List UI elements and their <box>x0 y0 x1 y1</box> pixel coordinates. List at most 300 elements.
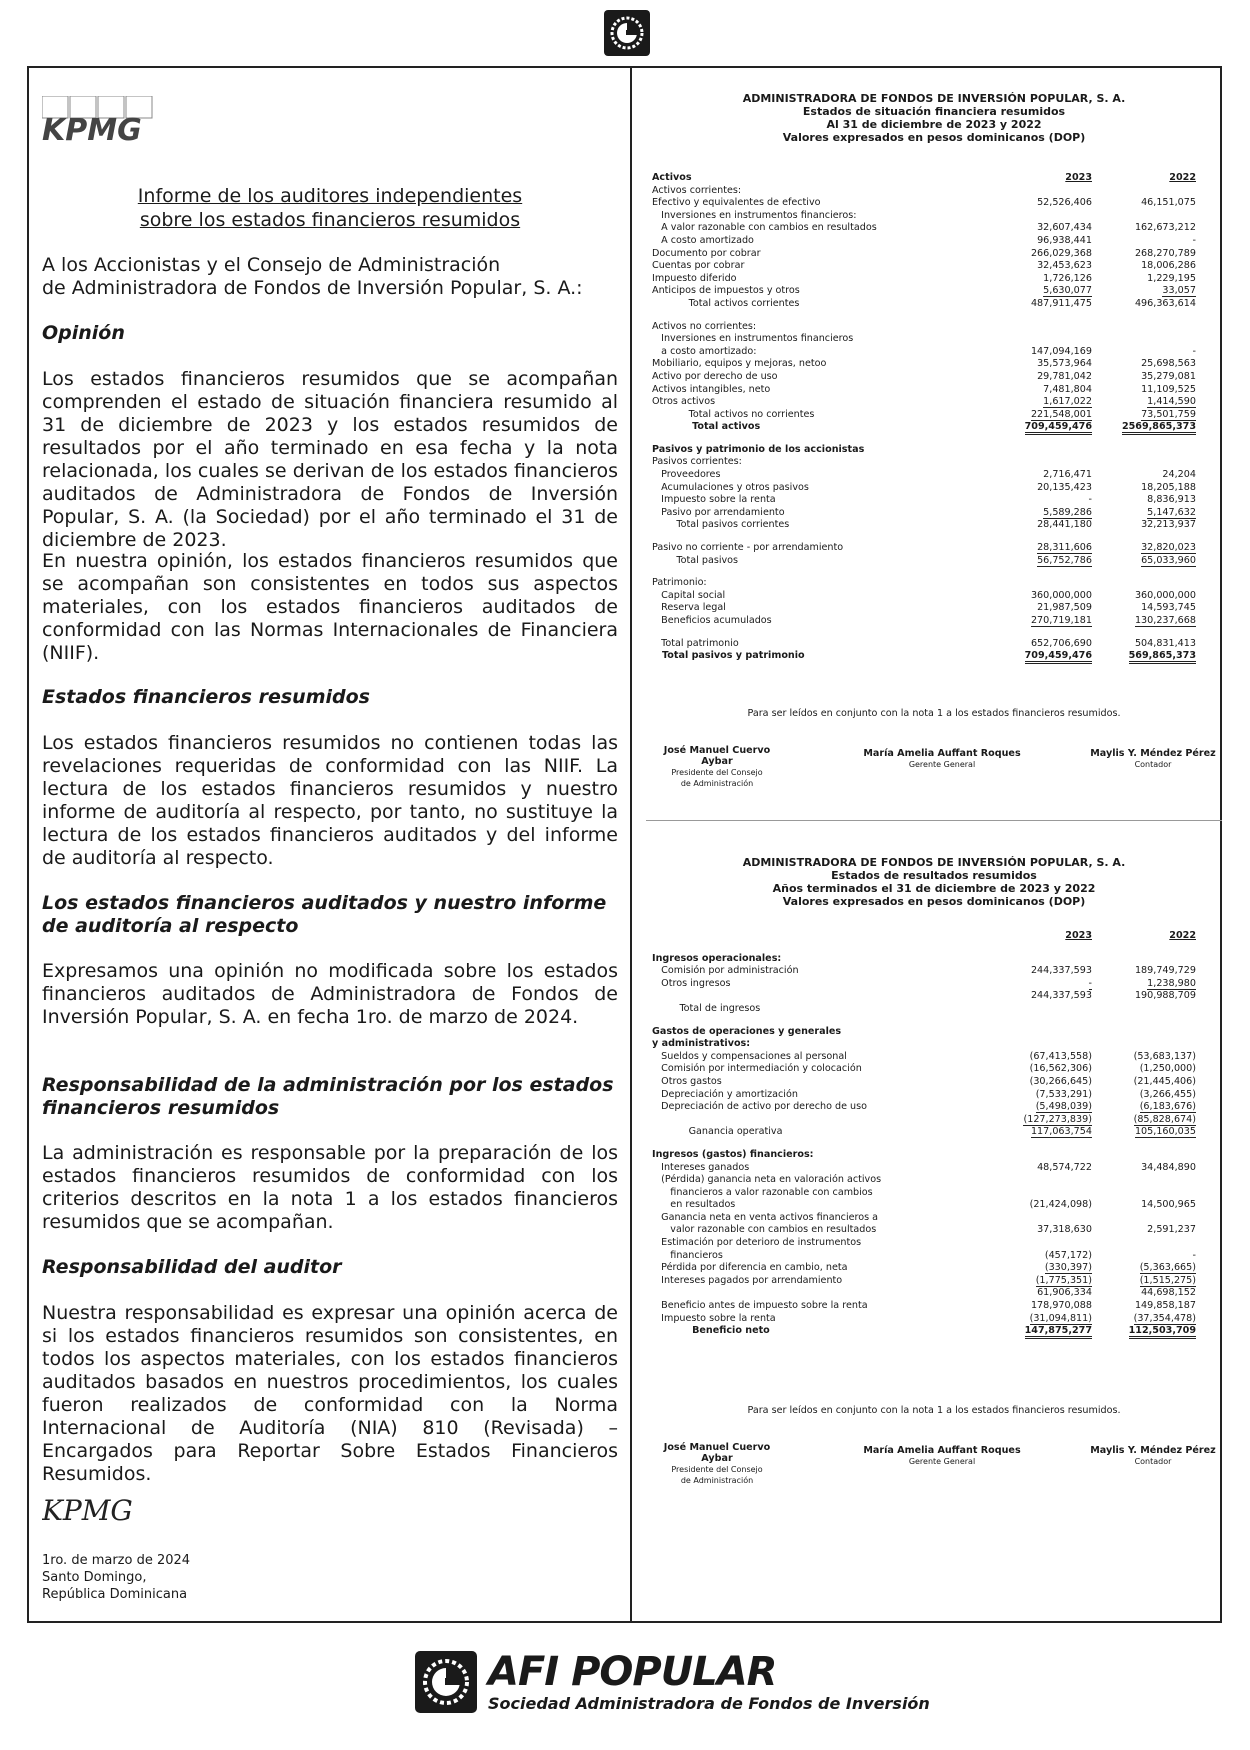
row-label: Ganancia operativa <box>652 1126 783 1138</box>
value-2022 <box>1096 172 1196 185</box>
value-2022 <box>1096 346 1196 359</box>
heading-responsabilidad-administracion: Responsabilidad de la administración por los estados financieros resumidos <box>42 1074 614 1119</box>
table-row <box>652 371 1196 384</box>
table-row <box>652 638 1196 651</box>
table-row <box>652 1038 1196 1051</box>
table-row <box>652 1237 1196 1250</box>
paragraph-responsabilidad-administracion: La administración es responsable por la preparación de los estados financieros resumidos de conformidad con los criterios descritos en la nota 1 a los estados financieros resumidos que se acompañan. <box>42 1142 618 1233</box>
table-row <box>652 1101 1196 1114</box>
table-row <box>652 555 1196 568</box>
cell-value: 35,279,081 <box>1141 370 1196 382</box>
value-2022 <box>1096 1101 1196 1114</box>
value-2023 <box>992 1199 1092 1212</box>
cell-value: (3,266,455) <box>1139 1088 1196 1100</box>
table-row <box>652 1199 1196 1212</box>
table-row <box>652 1262 1196 1275</box>
row-label: Ganancia neta en venta activos financieros a <box>652 1211 879 1223</box>
value-2023 <box>992 494 1092 507</box>
report-title-line1: Informe de los auditores independientes <box>137 185 523 207</box>
table-row <box>652 519 1196 532</box>
value-2022 <box>1096 1199 1196 1212</box>
value-2022 <box>1096 273 1196 286</box>
cell-value: 34,484,890 <box>1141 1161 1196 1173</box>
cell-value: (5,498,039) <box>1035 1101 1092 1113</box>
value-2022 <box>1096 507 1196 520</box>
cell-value: 32,820,023 <box>1141 542 1196 554</box>
income-statement-table <box>652 930 1196 1338</box>
cell-value: (16,562,306) <box>1029 1063 1092 1075</box>
brand-subtitle: Sociedad Administradora de Fondos de Inversión <box>488 1694 930 1713</box>
value-2023 <box>992 1101 1092 1114</box>
cell-value: 18,205,188 <box>1141 481 1196 493</box>
afi-popular-logo-icon <box>415 1651 477 1713</box>
cell-value: - <box>1192 234 1196 246</box>
kpmg-logo <box>42 96 162 144</box>
value-2023 <box>992 590 1092 603</box>
value-2022 <box>1096 1250 1196 1263</box>
value-2023 <box>992 930 1092 943</box>
cell-value: 709,459,476 <box>1025 650 1092 664</box>
table-row <box>652 248 1196 261</box>
cell-value: - <box>1192 345 1196 357</box>
cell-value: 244,337,593 <box>1030 990 1092 1002</box>
signatory-name: María Amelia Auffant Roques <box>863 748 1021 759</box>
row-spacer <box>652 943 1196 953</box>
value-2022 <box>1096 409 1196 422</box>
value-2022 <box>1096 1063 1196 1076</box>
cell-value: (53,683,137) <box>1133 1050 1196 1062</box>
cell-value: (6,183,676) <box>1139 1101 1196 1113</box>
value-2022 <box>1096 1126 1196 1139</box>
cell-value: 28,311,606 <box>1037 542 1092 554</box>
signatory-title: Contador <box>1134 1457 1172 1466</box>
table-row <box>652 1212 1196 1225</box>
cell-value: 105,160,035 <box>1134 1126 1196 1138</box>
signatory-title: Presidente del Consejo <box>671 1465 763 1474</box>
cell-value: 162,673,212 <box>1134 222 1196 234</box>
row-label: A costo amortizado <box>652 234 754 246</box>
cell-value: 189,749,729 <box>1134 965 1196 977</box>
row-label: Activos intangibles, neto <box>652 383 771 395</box>
addressee-line2: de Administradora de Fondos de Inversión Popular, S. A.: <box>42 277 583 299</box>
cell-value: (330,397) <box>1044 1262 1092 1274</box>
row-label: A valor razonable con cambios en resultados <box>652 222 877 234</box>
cell-value: 2569,865,373 <box>1122 421 1196 435</box>
cell-value: 244,337,593 <box>1030 965 1092 977</box>
table-row <box>652 1003 1196 1016</box>
paragraph-resumidos: Los estados financieros resumidos no contienen todas las revelaciones requeridas de conformidad con las NIIF. La lectura de los estados financieros resumidos y nuestro informe de auditoría al respecto, por tanto, no sustituye la lectura de los estados financieros auditados y del informe de auditoría al respecto. <box>42 732 618 869</box>
cell-value: 2,591,237 <box>1147 1224 1196 1236</box>
row-label: Otros gastos <box>652 1075 722 1087</box>
table-row <box>652 978 1196 991</box>
table-row <box>652 965 1196 978</box>
row-label: en resultados <box>652 1199 736 1211</box>
row-spacer <box>652 1016 1196 1026</box>
value-2022 <box>1096 421 1196 434</box>
cell-value: (85,828,674) <box>1133 1113 1196 1125</box>
table-row <box>652 1275 1196 1288</box>
balance-sheet-table <box>652 172 1196 663</box>
table-row <box>652 396 1196 409</box>
row-label: financieros a valor razonable con cambios <box>652 1186 873 1198</box>
cell-value: 147,094,169 <box>1030 345 1092 357</box>
value-2022 <box>1096 602 1196 615</box>
row-label: Total pasivos y patrimonio <box>652 650 805 662</box>
table-row <box>652 1174 1196 1187</box>
row-label: Inversiones en instrumentos financieros <box>652 333 854 345</box>
table-row <box>652 494 1196 507</box>
value-2023 <box>992 1300 1092 1313</box>
value-2022 <box>1096 494 1196 507</box>
paragraph-auditados: Expresamos una opinión no modificada sobre los estados financieros auditados de Administradora de Fondos de Inversión Popular, S. A. en fecha 1ro. de marzo de 2024. <box>42 960 618 1028</box>
signatory-name: Maylis Y. Méndez Pérez <box>1090 1445 1216 1456</box>
row-label: Total patrimonio <box>652 637 739 649</box>
cell-value: 266,029,368 <box>1030 247 1092 259</box>
value-2023 <box>992 615 1092 628</box>
income-header <box>646 856 1222 908</box>
value-2023 <box>992 409 1092 422</box>
row-label: Intereses pagados por arrendamiento <box>652 1274 843 1286</box>
table-row <box>652 384 1196 397</box>
cell-value: 5,630,077 <box>1043 285 1092 297</box>
signatory-title: Presidente del Consejo <box>671 768 763 777</box>
value-2023 <box>992 1162 1092 1175</box>
value-2023 <box>992 638 1092 651</box>
heading-opinion: Opinión <box>42 322 125 344</box>
cell-value: 112,503,709 <box>1129 1325 1196 1339</box>
income-company: ADMINISTRADORA DE FONDOS DE INVERSIÓN POPULAR, S. A. <box>742 856 1126 869</box>
value-2022 <box>1096 222 1196 235</box>
row-label: financieros <box>652 1249 723 1261</box>
value-2023 <box>992 1275 1092 1288</box>
report-title <box>42 184 618 232</box>
cell-value: 1,229,195 <box>1147 272 1196 284</box>
value-2023 <box>992 469 1092 482</box>
row-label: Pasivo por arrendamiento <box>652 506 785 518</box>
value-2022 <box>1096 519 1196 532</box>
row-spacer <box>652 434 1196 444</box>
afi-popular-top-logo-icon <box>604 10 650 56</box>
table-row <box>652 285 1196 298</box>
signatory-name: José Manuel Cuervo Aybar <box>663 1442 771 1464</box>
row-label: Ingresos operacionales: <box>652 952 782 964</box>
cell-value: 29,781,042 <box>1037 370 1092 382</box>
value-2022 <box>1096 1224 1196 1237</box>
table-row <box>652 650 1196 663</box>
cell-value: (31,094,811) <box>1029 1312 1092 1324</box>
cell-value: (67,413,558) <box>1029 1050 1092 1062</box>
cell-value: 96,938,441 <box>1037 234 1092 246</box>
cell-value: 2023 <box>1065 172 1092 183</box>
value-2022 <box>1096 1089 1196 1102</box>
value-2023 <box>992 358 1092 371</box>
value-2023 <box>992 1287 1092 1300</box>
table-row <box>652 1026 1196 1039</box>
table-row <box>652 321 1196 334</box>
table-row <box>652 444 1196 457</box>
cell-value: 2,716,471 <box>1043 469 1092 481</box>
cell-value: 1,238,980 <box>1147 977 1196 989</box>
paragraph-opinion-2: En nuestra opinión, los estados financieros resumidos que se acompañan son consistentes en todos sus aspectos materiales, con los estados financieros auditados de conformidad con las Normas Internacionales de Financiera (NIIF). <box>42 550 618 664</box>
table-row <box>652 1089 1196 1102</box>
value-2023 <box>992 285 1092 298</box>
cell-value: (1,775,351) <box>1035 1274 1092 1286</box>
table-row <box>652 590 1196 603</box>
value-2023 <box>992 1089 1092 1102</box>
cell-value: 48,574,722 <box>1037 1161 1092 1173</box>
value-2022 <box>1096 1114 1196 1127</box>
cell-value: 24,204 <box>1162 469 1196 481</box>
value-2023 <box>992 248 1092 261</box>
table-row <box>652 421 1196 434</box>
signatory-general-manager-2 <box>862 1445 1022 1467</box>
row-label: Otros activos <box>652 396 716 408</box>
value-2023 <box>992 235 1092 248</box>
report-country: República Dominicana <box>42 1587 188 1602</box>
cell-value: (1,515,275) <box>1139 1274 1196 1286</box>
report-date: 1ro. de marzo de 2024 <box>42 1553 191 1568</box>
row-label: Total pasivos <box>652 554 739 566</box>
cell-value: 117,063,754 <box>1030 1126 1092 1138</box>
signatory-accountant <box>1088 748 1218 770</box>
row-label: Activos <box>652 172 692 183</box>
table-row <box>652 197 1196 210</box>
cell-value: 652,706,690 <box>1030 637 1092 649</box>
value-2023 <box>992 507 1092 520</box>
row-label: Ingresos (gastos) financieros: <box>652 1148 814 1160</box>
row-label: Patrimonio: <box>652 577 707 589</box>
row-label: Capital social <box>652 589 726 601</box>
value-2023 <box>992 1114 1092 1127</box>
row-label: Otros ingresos <box>652 977 731 989</box>
signatory-title: Gerente General <box>908 1457 976 1466</box>
cell-value: 33,057 <box>1162 285 1196 297</box>
value-2023 <box>992 1063 1092 1076</box>
value-2022 <box>1096 590 1196 603</box>
cell-value: 37,318,630 <box>1037 1224 1092 1236</box>
cell-value: 32,213,937 <box>1141 519 1196 531</box>
table-row <box>652 1187 1196 1200</box>
row-spacer <box>652 628 1196 638</box>
value-2022 <box>1096 482 1196 495</box>
signatory-title: Contador <box>1134 760 1172 769</box>
value-2023 <box>992 542 1092 555</box>
cell-value: (21,445,406) <box>1133 1075 1196 1087</box>
value-2023 <box>992 421 1092 434</box>
value-2022 <box>1096 1262 1196 1275</box>
cell-value: 268,270,789 <box>1134 247 1196 259</box>
value-2022 <box>1096 965 1196 978</box>
value-2023 <box>992 1250 1092 1263</box>
signatory-name: Maylis Y. Méndez Pérez <box>1090 748 1216 759</box>
cell-value: (7,533,291) <box>1035 1088 1092 1100</box>
table-row <box>652 602 1196 615</box>
value-2022 <box>1096 260 1196 273</box>
paragraph-opinion-1: Los estados financieros resumidos que se acompañan comprenden el estado de situación financiera resumido al 31 de diciembre de 2023 y los estados resumidos de resultados por el año terminado en esa fecha y la nota relacionada, los cuales se derivan de los estados financieros auditados de Administradora de Fondos de Inversión Popular, S. A. (la Sociedad) por el año terminado el 31 de diciembre de 2023. <box>42 368 618 551</box>
row-label: Gastos de operaciones y generales <box>652 1025 842 1037</box>
value-2023 <box>992 1325 1092 1338</box>
cell-value: 147,875,277 <box>1025 1325 1092 1339</box>
row-label: Total pasivos corrientes <box>652 519 790 531</box>
cell-value: 14,500,965 <box>1141 1199 1196 1211</box>
cell-value: 7,481,804 <box>1043 383 1092 395</box>
row-spacer <box>652 567 1196 577</box>
table-row <box>652 185 1196 198</box>
row-label: (Pérdida) ganancia neta en valoración activos <box>652 1174 882 1186</box>
row-label: Beneficio antes de impuesto sobre la renta <box>652 1300 868 1312</box>
value-2022 <box>1096 542 1196 555</box>
signatory-president <box>652 745 782 789</box>
value-2023 <box>992 650 1092 663</box>
heading-responsabilidad-auditor: Responsabilidad del auditor <box>42 1256 342 1278</box>
value-2023 <box>992 1262 1092 1275</box>
value-2022 <box>1096 371 1196 384</box>
table-row <box>652 1126 1196 1139</box>
balance-title: Estados de situación financiera resumidos <box>802 105 1066 118</box>
cell-value: 360,000,000 <box>1030 589 1092 601</box>
row-label: a costo amortizado: <box>652 345 757 357</box>
table-row <box>652 542 1196 555</box>
table-row <box>652 507 1196 520</box>
value-2023 <box>992 273 1092 286</box>
table-row <box>652 1114 1196 1127</box>
cell-value: 496,363,614 <box>1134 297 1196 309</box>
value-2023 <box>992 1126 1092 1139</box>
row-label: Pérdida por diferencia en cambio, neta <box>652 1262 848 1274</box>
cell-value: 1,617,022 <box>1043 396 1092 408</box>
signatory-title: Gerente General <box>908 760 976 769</box>
value-2022 <box>1096 396 1196 409</box>
cell-value: (127,273,839) <box>1023 1113 1092 1125</box>
row-label: Cuentas por cobrar <box>652 260 745 272</box>
table-row <box>652 235 1196 248</box>
cell-value: - <box>1088 494 1092 506</box>
table-row <box>652 482 1196 495</box>
cell-value: (37,354,478) <box>1133 1312 1196 1324</box>
row-label: Depreciación y amortización <box>652 1088 798 1100</box>
table-row <box>652 346 1196 359</box>
value-2023 <box>992 555 1092 568</box>
cell-value: 25,698,563 <box>1141 358 1196 370</box>
table-row <box>652 953 1196 966</box>
signatory-name: José Manuel Cuervo Aybar <box>663 745 771 767</box>
value-2022 <box>1096 930 1196 943</box>
cell-value: 32,607,434 <box>1037 222 1092 234</box>
value-2022 <box>1096 248 1196 261</box>
value-2022 <box>1096 285 1196 298</box>
cell-value: 2023 <box>1065 930 1092 941</box>
value-2022 <box>1096 1287 1196 1300</box>
report-city: Santo Domingo, <box>42 1570 147 1585</box>
value-2023 <box>992 298 1092 311</box>
value-2023 <box>992 602 1092 615</box>
cell-value: 61,906,334 <box>1037 1287 1092 1299</box>
report-title-line2: sobre los estados financieros resumidos <box>139 209 521 231</box>
cell-value: 56,752,786 <box>1037 554 1092 566</box>
balance-units: Valores expresados en pesos dominicanos (DOP) <box>782 131 1086 144</box>
kpmg-signature <box>42 1490 137 1530</box>
value-2023 <box>992 990 1092 1003</box>
signatory-president-2 <box>652 1442 782 1486</box>
cell-value: - <box>1088 977 1092 989</box>
value-2023 <box>992 197 1092 210</box>
row-label: Mobiliario, equipos y mejoras, netoo <box>652 358 827 370</box>
cell-value: 20,135,423 <box>1037 481 1092 493</box>
row-label: Anticipos de impuestos y otros <box>652 285 800 297</box>
income-date: Años terminados el 31 de diciembre de 2023 y 2022 <box>772 882 1096 895</box>
row-label: Acumulaciones y otros pasivos <box>652 481 809 493</box>
row-label: Impuesto diferido <box>652 272 737 284</box>
table-row <box>652 1224 1196 1237</box>
cell-value: 11,109,525 <box>1141 383 1196 395</box>
cell-value: 35,573,964 <box>1037 358 1092 370</box>
cell-value: (1,250,000) <box>1139 1063 1196 1075</box>
value-2022 <box>1096 615 1196 628</box>
value-2023 <box>992 482 1092 495</box>
row-label: Activo por derecho de uso <box>652 370 778 382</box>
table-row <box>652 1313 1196 1326</box>
value-2023 <box>992 396 1092 409</box>
table-row <box>652 409 1196 422</box>
signatory-title: de Administración <box>680 779 754 788</box>
cell-value: (457,172) <box>1044 1249 1092 1261</box>
value-2022 <box>1096 1051 1196 1064</box>
table-row <box>652 930 1196 943</box>
row-label: Total activos no corrientes <box>652 408 815 420</box>
cell-value: 190,988,709 <box>1134 990 1196 1002</box>
cell-value: - <box>1192 1249 1196 1261</box>
row-label: Estimación por deterioro de instrumentos <box>652 1237 862 1249</box>
balance-note: Para ser leídos en conjunto con la nota 1 a los estados financieros resumidos. <box>747 708 1121 719</box>
value-2023 <box>992 519 1092 532</box>
table-row <box>652 333 1196 346</box>
value-2022 <box>1096 384 1196 397</box>
row-spacer <box>652 1139 1196 1149</box>
value-2022 <box>1096 1275 1196 1288</box>
table-row <box>652 1051 1196 1064</box>
table-row <box>652 615 1196 628</box>
cell-value: 21,987,509 <box>1037 602 1092 614</box>
addressee-line1: A los Accionistas y el Consejo de Administración <box>42 254 501 276</box>
cell-value: 504,831,413 <box>1134 637 1196 649</box>
value-2023 <box>992 371 1092 384</box>
row-label: Activos no corrientes: <box>652 320 757 332</box>
table-row <box>652 469 1196 482</box>
signatory-accountant-2 <box>1088 1445 1218 1467</box>
brand-name: AFI POPULAR <box>488 1649 777 1695</box>
value-2023 <box>992 1051 1092 1064</box>
value-2022 <box>1096 358 1196 371</box>
table-row <box>652 1149 1196 1162</box>
cell-value: 44,698,152 <box>1141 1287 1196 1299</box>
table-row <box>652 1287 1196 1300</box>
value-2022 <box>1096 1325 1196 1338</box>
table-row <box>652 1325 1196 1338</box>
value-2023 <box>992 1076 1092 1089</box>
value-2022 <box>1096 298 1196 311</box>
row-label: Beneficios acumulados <box>652 615 772 626</box>
value-2023 <box>992 1313 1092 1326</box>
value-2022 <box>1096 197 1196 210</box>
cell-value: 5,147,632 <box>1147 506 1196 518</box>
table-row <box>652 172 1196 185</box>
row-spacer <box>652 311 1196 321</box>
row-spacer <box>652 532 1196 542</box>
row-label: Pasivos y patrimonio de los accionistas <box>652 443 865 455</box>
table-row <box>652 1300 1196 1313</box>
row-label: Depreciación de activo por derecho de uso <box>652 1101 867 1113</box>
row-label: Pasivo no corriente - por arrendamiento <box>652 542 844 554</box>
